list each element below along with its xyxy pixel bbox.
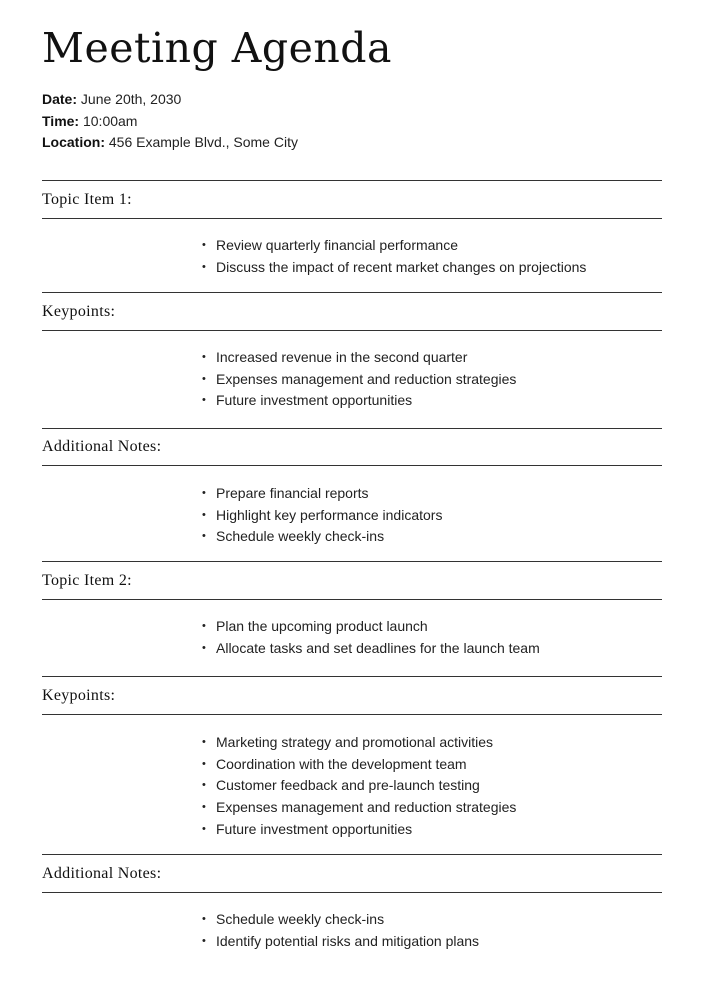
list-item: • Future investment opportunities [202, 819, 516, 841]
list-item: • Schedule weekly check-ins [202, 909, 479, 931]
page-title: Meeting Agenda [42, 24, 392, 72]
divider [42, 714, 662, 715]
location-row [42, 132, 298, 154]
divider [42, 561, 662, 562]
divider [42, 292, 662, 293]
section-heading-topic-2: Topic Item 2: [42, 572, 132, 589]
list-item: • Plan the upcoming product launch [202, 616, 540, 638]
date-label: Date: [42, 91, 78, 107]
list-item: • Prepare financial reports [202, 483, 442, 505]
divider [42, 676, 662, 677]
meeting-details [42, 89, 298, 154]
list-item: • Schedule weekly check-ins [202, 526, 442, 548]
divider [42, 892, 662, 893]
section-heading-keypoints-2: Keypoints: [42, 687, 116, 704]
time-label: Time: [42, 112, 80, 129]
divider [42, 180, 662, 181]
list-item: • Marketing strategy and promotional activities [202, 732, 516, 754]
list-item: • Customer feedback and pre-launch testing [202, 775, 516, 797]
list-item: • Coordination with the development team [202, 754, 516, 776]
divider [42, 428, 662, 429]
divider [42, 599, 662, 600]
list-item: • Expenses management and reduction strategies [202, 797, 516, 819]
list-item: • Review quarterly financial performance [202, 235, 586, 257]
date-row [42, 89, 298, 111]
divider [42, 854, 662, 855]
keypoints-2-list [202, 732, 516, 841]
list-item: • Identify potential risks and mitigation plans [202, 931, 479, 953]
time-value: 10:00am [79, 112, 138, 129]
topic-1-list [202, 235, 586, 278]
section-heading-keypoints-1: Keypoints: [42, 303, 116, 320]
list-item: • Future investment opportunities [202, 390, 516, 412]
time-row [42, 111, 298, 133]
notes-2-list [202, 909, 479, 952]
section-heading-topic-1: Topic Item 1: [42, 191, 132, 208]
list-item: • Allocate tasks and set deadlines for the launch team [202, 638, 540, 660]
divider [42, 465, 662, 466]
list-item: • Discuss the impact of recent market changes on projections [202, 257, 586, 279]
location-label: Location: [42, 134, 105, 150]
section-heading-notes-1: Additional Notes: [42, 438, 162, 455]
divider [42, 330, 662, 331]
topic-2-list [202, 616, 540, 659]
notes-1-list [202, 483, 442, 548]
date-value: June 20th, 2030 [77, 91, 182, 107]
list-item: • Increased revenue in the second quarter [202, 347, 516, 369]
location-value: 456 Example Blvd., Some City [105, 134, 298, 150]
list-item: • Highlight key performance indicators [202, 505, 442, 527]
list-item: • Expenses management and reduction strategies [202, 369, 516, 391]
keypoints-1-list [202, 347, 516, 412]
divider [42, 218, 662, 219]
section-heading-notes-2: Additional Notes: [42, 865, 162, 882]
